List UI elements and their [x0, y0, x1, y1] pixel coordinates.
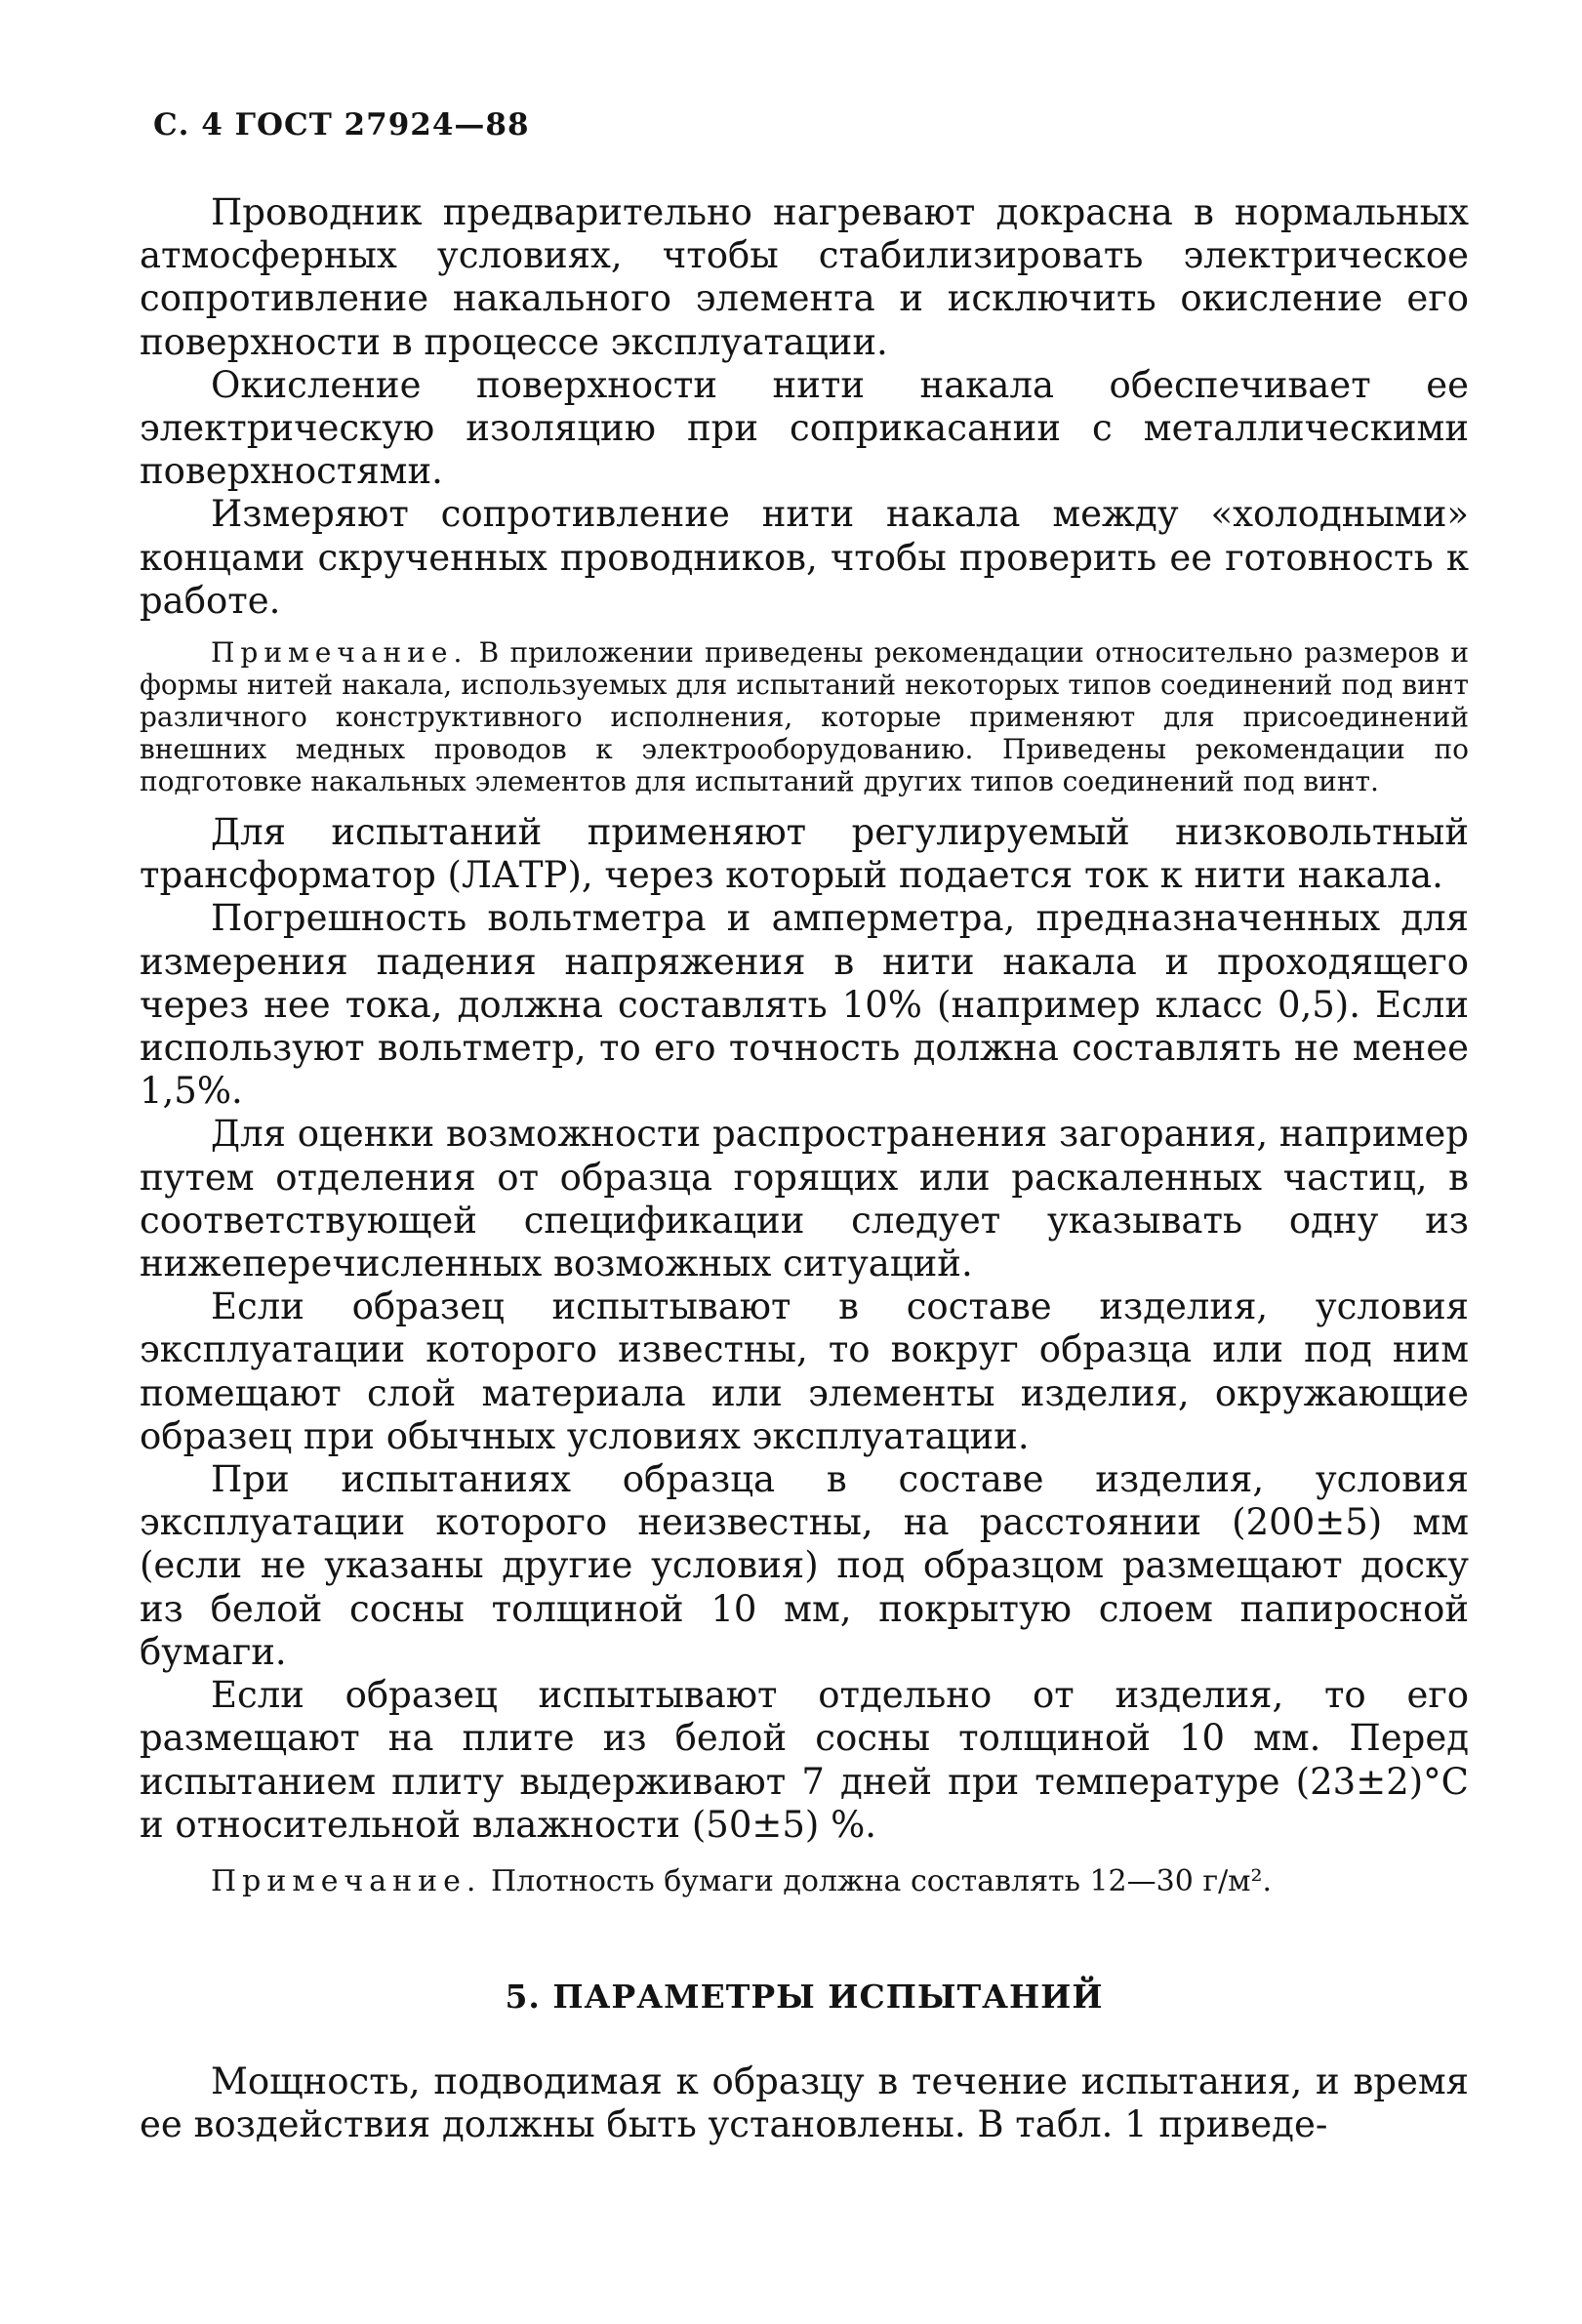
note-label: Примечание. — [211, 636, 468, 670]
paragraph: Окисление поверхности нити накала обеспечивает ее электрическую изоляцию при соприкасании с металлическими поверхностями. — [140, 363, 1469, 493]
paragraph: Для испытаний применяют регулируемый низковольтный трансформатор (ЛАТР), через который подается ток к нити накала. — [140, 811, 1469, 897]
note-2 — [140, 1864, 1469, 1899]
paragraph: Если образец испытывают в составе изделия, условия эксплуатации которого известны, то вокруг образца или под ним помещают слой материала или элементы изделия, окружающие образец при обычных условиях эксплуатации. — [140, 1285, 1469, 1457]
section-title: 5. ПАРАМЕТРЫ ИСПЫТАНИЙ — [505, 1977, 1104, 2016]
paragraph: Проводник предварительно нагревают докрасна в нормальных атмосферных условиях, чтобы стабилизировать электрическое сопротивление накального элемента и исключить окисление его поверхности в процессе эксплуатации. — [140, 191, 1469, 363]
note-text: Плотность бумаги должна составлять 12—30 г/м². — [481, 1863, 1273, 1898]
paragraph: Погрешность вольтметра и амперметра, предназначенных для измерения падения напряжения в нити накала и проходящего через нее тока, должна составлять 10% (например класс 0,5). Если используют вольтметр, то его точность должна составлять не менее 1,5%. — [140, 897, 1469, 1113]
note-1 — [140, 636, 1469, 797]
paragraph: Для оценки возможности распространения загорания, например путем отделения от образца горящих или раскаленных частиц, в соответствующей спецификации следует указывать одну из нижеперечисленных возможных ситуаций. — [140, 1113, 1469, 1285]
paragraph: Измеряют сопротивление нити накала между «холодными» концами скрученных проводников, чтобы проверить ее готовность к работе. — [140, 493, 1469, 622]
page-header: С. 4 ГОСТ 27924—88 — [153, 107, 530, 143]
note-label: Примечание. — [211, 1863, 482, 1898]
paragraph: Если образец испытывают отдельно от изделия, то его размещают на плите из белой сосны толщиной 10 мм. Перед испытанием плиту выдерживают 7 дней при температуре (23±2)°С и относительной влажности (50±5) %. — [140, 1674, 1469, 1846]
paragraph: Мощность, подводимая к образцу в течение испытания, и время ее воздействия должны быть установлены. В табл. 1 приведе- — [140, 2059, 1469, 2146]
paragraph: При испытаниях образца в составе изделия, условия эксплуатации которого неизвестны, на расстоянии (200±5) мм (если не указаны другие условия) под образцом размещают доску из белой сосны толщиной 10 мм, покрытую слоем папиросной бумаги. — [140, 1458, 1469, 1673]
note-text: В приложении приведены рекомендации относительно размеров и формы нитей накала, используемых для испытаний некоторых типов соединений под винт различного конструктивного исполнения, которые применяют для присоединений внешних медных проводов к электрооборудованию. Приведены рекомендации по подготовке накальных элементов для испытаний других типов соединений под винт. — [140, 636, 1469, 798]
